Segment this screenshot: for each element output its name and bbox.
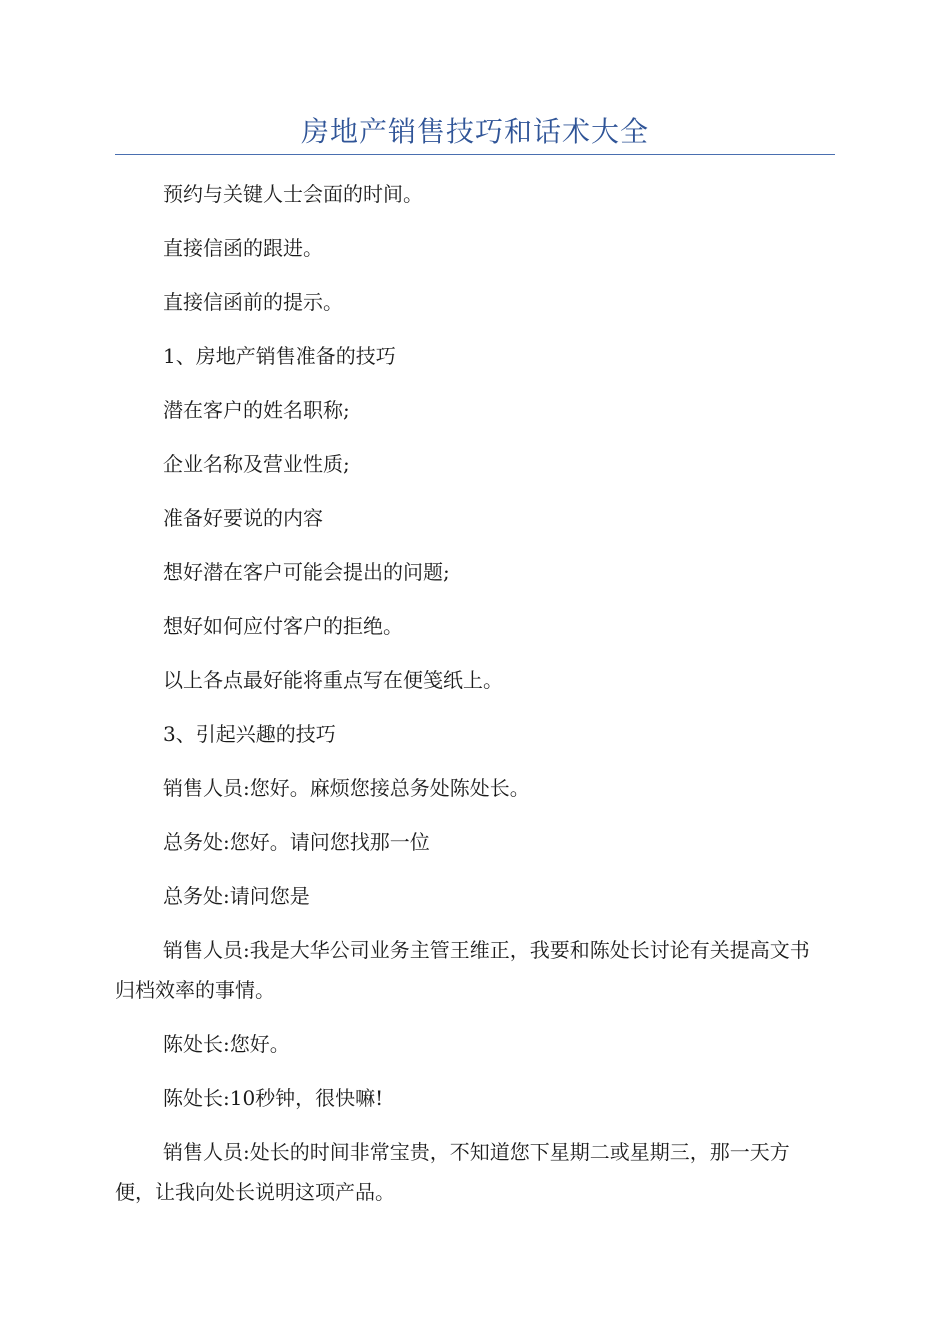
paragraph: 准备好要说的内容 <box>163 506 323 530</box>
paragraph: 销售人员:我是大华公司业务主管王维正，我要和陈处长讨论有关提高文书归档效率的事情。 <box>115 938 810 1002</box>
paragraph: 销售人员:处长的时间非常宝贵，不知道您下星期二或星期三，那一天方便，让我向处长说明这项产品。 <box>115 1140 790 1204</box>
document-title: 房地产销售技巧和话术大全 <box>300 115 649 148</box>
paragraph: 想好潜在客户可能会提出的问题; <box>163 560 450 584</box>
paragraph: 企业名称及营业性质; <box>163 452 350 476</box>
paragraph: 以上各点最好能将重点写在便笺纸上。 <box>163 668 503 692</box>
section-heading: 1、房地产销售准备的技巧 <box>163 344 396 368</box>
paragraph: 陈处长:您好。 <box>163 1032 290 1056</box>
paragraph: 总务处:您好。请问您找那一位 <box>163 830 430 854</box>
paragraph: 销售人员:您好。麻烦您接总务处陈处长。 <box>163 776 530 800</box>
paragraph: 总务处:请问您是 <box>163 884 310 908</box>
paragraph: 想好如何应付客户的拒绝。 <box>163 614 403 638</box>
section-heading: 3、引起兴趣的技巧 <box>163 722 336 746</box>
paragraph: 预约与关键人士会面的时间。 <box>163 182 423 206</box>
paragraph: 直接信函前的提示。 <box>163 290 343 314</box>
paragraph: 直接信函的跟进。 <box>163 236 323 260</box>
paragraph: 潜在客户的姓名职称; <box>163 398 350 422</box>
title-underline <box>115 154 835 155</box>
paragraph: 陈处长:10秒钟，很快嘛! <box>163 1086 384 1110</box>
